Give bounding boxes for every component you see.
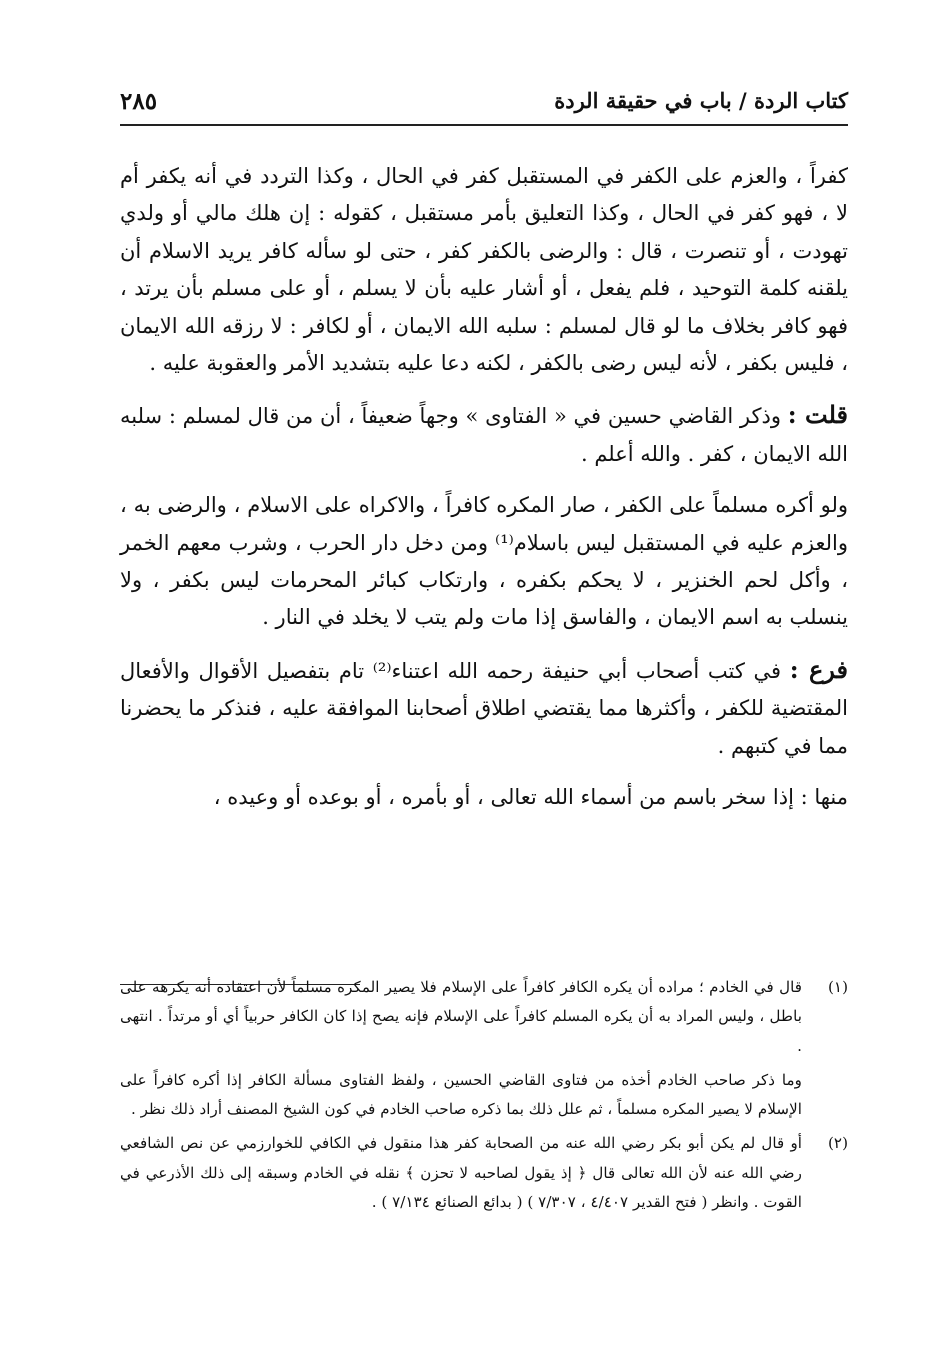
footnote-1-body bbox=[120, 973, 802, 1129]
footnote-1-text-b: وما ذكر صاحب الخادم أخذه من فتاوى القاضي الحسين ، ولفظ الفتاوى مسألة الكافر إذا أكره كافراً على الإسلام لا يصير المكره مسلماً ، ثم علل ذلك بما ذكره صاحب الخادم في كون الشيخ المصنف أراد ذلك نظر . bbox=[120, 1070, 802, 1119]
paragraph-3: ولو أكره مسلماً على الكفر ، صار المكره كافراً ، والاكراه على الاسلام ، والرضى به ، والعزم عليه في المستقبل ليس باسلام⁽¹⁾ ومن دخل دار الحرب ، وشرب معهم الخمر ، وأكل لحم الخنزير ، لا يحكم بكفره ، وارتكاب كبائر المحرمات ليس بكفر ، ولا ينسلب به اسم الايمان ، والفاسق إذا مات ولم يتب لا يخلد في النار . bbox=[120, 493, 848, 630]
paragraph-4 bbox=[120, 651, 848, 765]
footnote-1 bbox=[120, 973, 848, 1129]
paragraph-4-text: في كتب أصحاب أبي حنيفة رحمه الله اعتناء⁽²⁾ تام بتفصيل الأقوال والأفعال المقتضية للكفر ، وأكثرها مما يقتضي اطلاق أصحابنا الموافقة عليه ، فنذكر ما يحضرنا مما في كتبهم . bbox=[120, 658, 848, 758]
chapter-title: كتاب الردة / باب في حقيقة الردة bbox=[554, 88, 848, 113]
paragraph-2-text: وذكر القاضي حسين في « الفتاوى » وجهاً ضعيفاً ، أن من قال لمسلم : سلبه الله الايمان ، كفر . والله أعلم . bbox=[120, 404, 848, 466]
paragraph-5: منها : إذا سخر باسم من أسماء الله تعالى ، أو بأمره ، أو بوعده أو وعيده ، bbox=[213, 785, 848, 810]
running-header bbox=[120, 84, 848, 126]
footnote-1-text-a: قال في الخادم ؛ مراده أن يكره الكافر كافراً على الإسلام فلا يصير المكره مسلماً لأن اعتقاده أنه يكرهه على باطل ، وليس المراد به أن يكره المسلم كافراً على الإسلام فإنه يصح إذا كان الكافر حربياً أي أو مرتداً . انتهى . bbox=[120, 978, 802, 1055]
main-text bbox=[120, 158, 848, 831]
page-number: ٢٨٥ bbox=[120, 88, 158, 115]
footnote-2 bbox=[120, 1129, 848, 1222]
paragraph-2 bbox=[120, 396, 848, 473]
footnote-2-marker: (٢) bbox=[827, 1134, 848, 1153]
paragraph-4-lead: فرع : bbox=[789, 654, 848, 684]
footnote-2-body bbox=[120, 1129, 802, 1222]
paragraph-2-lead: قلت : bbox=[787, 400, 848, 430]
footnote-2-text: أو قال لم يكن أبو بكر رضي الله عنه من الصحابة كفر هذا منقول في الكافي للخوارزمي عن نص الشافعي رضي الله عنه لأن الله تعالى قال ﴿ إذ يقول لصاحبه لا تحزن ﴾ نقله في الخادم وسبقه إلى ذلك الأذرعي في القوت . وانظر ( فتح القدير ٤/٤٠٧ ، ٧/٣٠٧ ) ( بدائع الصنائع ٧/١٣٤ ) . bbox=[120, 1134, 802, 1212]
footnotes bbox=[120, 973, 848, 1222]
footnote-1-marker: (١) bbox=[827, 978, 848, 996]
paragraph-1: كفراً ، والعزم على الكفر في المستقبل كفر في الحال ، وكذا التردد في أنه يكفر أم لا ، فهو كفر في الحال ، وكذا التعليق بأمر مستقبل ، كقوله : إن هلك مالي أو ولدي تهودت ، أو تنصرت ، قال : والرضى بالكفر كفر ، حتى لو سأله كافر يريد الاسلام أن يلقنه كلمة التوحيد ، فلم يفعل ، أو أشار عليه بأن لا يسلم ، أو على مسلم بأن يرتد ، فهو كافر بخلاف ما لو قال لمسلم : سلبه الله الايمان ، أو لكافر : لا رزقه الله الايمان ، فليس بكفر ، لأنه ليس رضى بالكفر ، لكنه دعا عليه بتشديد الأمر والعقوبة عليه . bbox=[120, 164, 848, 376]
